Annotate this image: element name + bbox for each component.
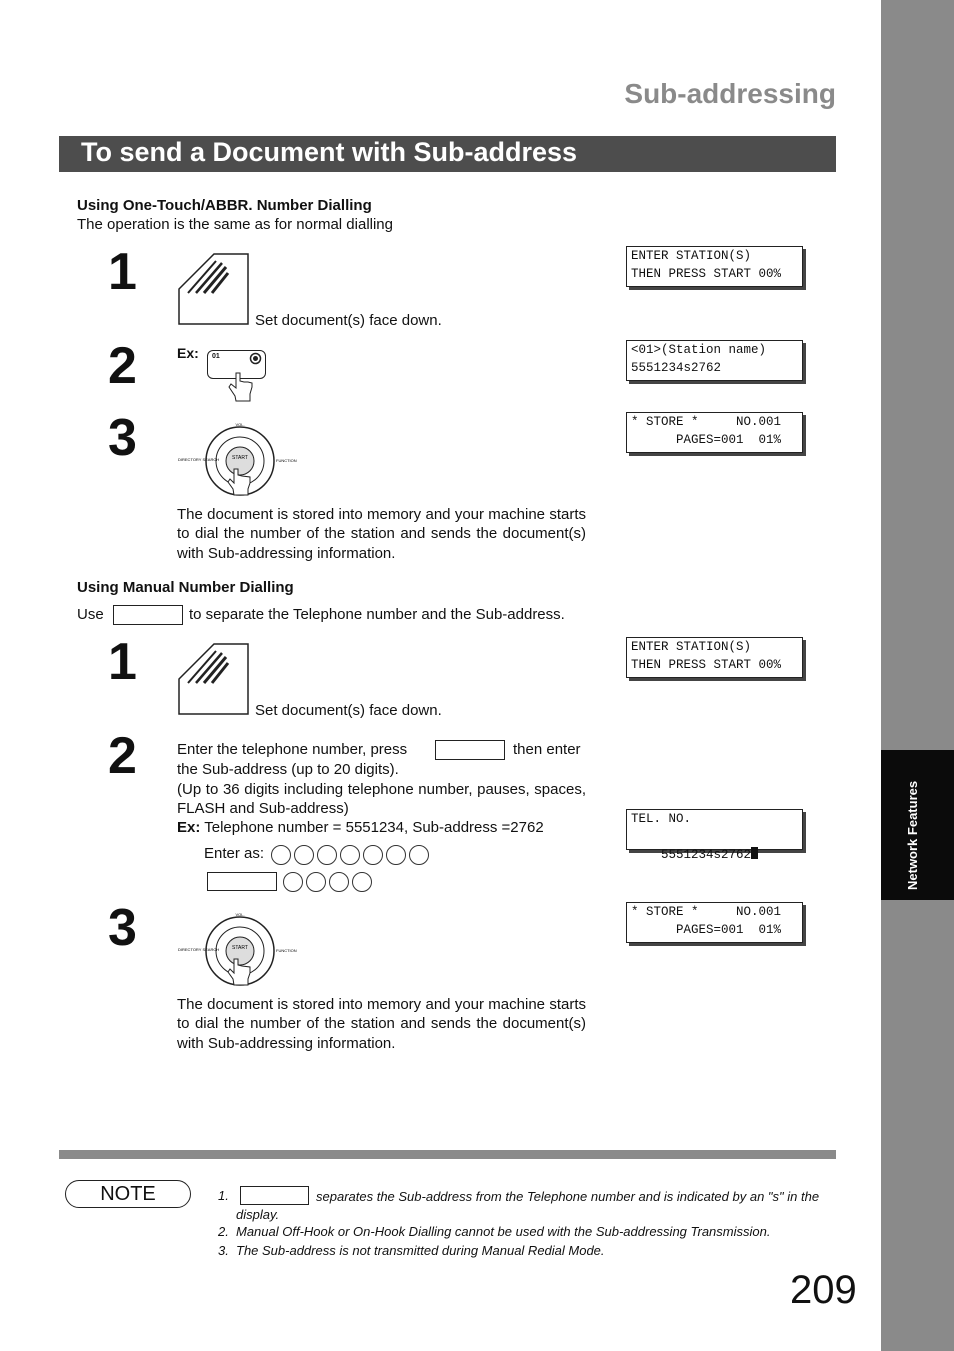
note-text: Manual Off-Hook or On-Hook Dialling cannot be used with the Sub-addressing Transmission.	[236, 1224, 771, 1239]
digit-key[interactable]	[317, 845, 337, 865]
lcd-line: 5551234s2762	[661, 848, 752, 862]
subaddress-key[interactable]	[435, 740, 505, 760]
digit-key[interactable]	[283, 872, 303, 892]
sidebar	[881, 0, 954, 1351]
digit-keys-row	[271, 845, 432, 865]
vol-label: VOL.	[235, 912, 245, 917]
lcd-line: ENTER STATION(S)	[631, 640, 752, 654]
step-number: 1	[108, 243, 137, 301]
sidebar-tab-label: Network Features	[905, 780, 920, 890]
step-number: 3	[108, 899, 137, 957]
digit-key[interactable]	[409, 845, 429, 865]
lcd-line: TEL. NO.	[631, 812, 692, 826]
subaddress-key[interactable]	[113, 605, 183, 625]
one-touch-key-label: 01	[212, 353, 220, 360]
lcd-line: <01>(Station name)	[631, 343, 767, 357]
subheading-manual: Using Manual Number Dialling	[77, 579, 294, 596]
digit-key[interactable]	[363, 845, 383, 865]
cursor-block	[751, 847, 758, 859]
lcd-display	[626, 412, 803, 453]
page-number: 209	[790, 1268, 857, 1312]
lcd-line: 5551234s2762	[631, 361, 722, 375]
led-icon	[249, 352, 262, 365]
lcd-line: * STORE * NO.001	[631, 905, 782, 919]
instruction-text: the Sub-address (up to 20 digits).	[177, 761, 399, 778]
example-label: Ex:	[177, 819, 201, 836]
lcd-line: * STORE * NO.001	[631, 415, 782, 429]
example-text: Telephone number = 5551234, Sub-address =2762	[204, 819, 544, 836]
lcd-line: PAGES=001 01%	[631, 923, 782, 937]
step-description: The document is stored into memory and your machine starts to dial the number of the station and sends the document(s) with Sub-addressing information.	[177, 506, 586, 562]
digit-key[interactable]	[329, 872, 349, 892]
digit-key[interactable]	[340, 845, 360, 865]
step-number: 1	[108, 633, 137, 691]
subheading-one-touch: Using One-Touch/ABBR. Number Dialling	[77, 197, 372, 214]
note-badge: NOTE	[65, 1180, 191, 1208]
sidebar-tab[interactable]	[881, 750, 954, 900]
lcd-display	[626, 902, 803, 943]
lcd-display	[626, 340, 803, 381]
directory-search-label: DIRECTORY SEARCH	[178, 947, 220, 952]
directory-search-label: DIRECTORY SEARCH	[178, 457, 220, 462]
function-label: FUNCTION	[276, 458, 297, 463]
divider	[59, 1150, 836, 1159]
lcd-display	[626, 809, 803, 862]
instruction-text: Enter the telephone number, press	[177, 741, 408, 758]
digit-key[interactable]	[306, 872, 326, 892]
lcd-line: THEN PRESS START 00%	[631, 658, 782, 672]
use-suffix: to separate the Telephone number and the Sub-address.	[189, 606, 565, 623]
step-number: 2	[108, 727, 137, 785]
step-caption: Set document(s) face down.	[255, 702, 442, 719]
lcd-line: ENTER STATION(S)	[631, 249, 752, 263]
start-key-label: START	[232, 945, 248, 951]
document-icon	[178, 643, 250, 716]
step-description: The document is stored into memory and your machine starts to dial the number of the station and sends the document(s) with Sub-addressing information.	[177, 996, 586, 1052]
enter-as-label: Enter as:	[204, 845, 265, 862]
use-prefix: Use	[77, 606, 104, 623]
step-number: 2	[108, 337, 137, 395]
document-icon	[178, 253, 250, 326]
step-caption: Set document(s) face down.	[255, 312, 442, 329]
digit-keys-row	[283, 872, 375, 892]
note-number: 3.	[218, 1243, 229, 1258]
lcd-line: THEN PRESS START 00%	[631, 267, 782, 281]
title-banner	[59, 136, 836, 172]
subheading-note: The operation is the same as for normal dialling	[77, 216, 393, 233]
instruction-text: then enter	[513, 741, 581, 758]
finger-press-icon	[226, 372, 254, 402]
lcd-display	[626, 637, 803, 678]
step-number: 3	[108, 409, 137, 467]
example-label: Ex:	[177, 345, 199, 361]
vol-label: VOL.	[235, 422, 245, 427]
instruction-text: (Up to 36 digits including telephone number, pauses, spaces, FLASH and Sub-address)	[177, 781, 586, 818]
digit-key[interactable]	[352, 872, 372, 892]
start-key-label: START	[232, 455, 248, 461]
note-number: 1.	[218, 1188, 229, 1203]
digit-key[interactable]	[386, 845, 406, 865]
section-title: Sub-addressing	[624, 78, 836, 109]
page-title: To send a Document with Sub-address	[81, 137, 578, 167]
lcd-display	[626, 246, 803, 287]
note-number: 2.	[218, 1224, 229, 1239]
note-text: The Sub-address is not transmitted during Manual Redial Mode.	[236, 1243, 605, 1258]
subaddress-key[interactable]	[207, 872, 277, 891]
start-key-panel[interactable]	[176, 907, 301, 989]
digit-key[interactable]	[271, 845, 291, 865]
lcd-line: PAGES=001 01%	[631, 433, 782, 447]
function-label: FUNCTION	[276, 948, 297, 953]
digit-key[interactable]	[294, 845, 314, 865]
start-key-panel[interactable]	[176, 417, 301, 499]
note-text: separates the Sub-address from the Telephone number and is indicated by an "s" in the display.	[236, 1189, 820, 1222]
